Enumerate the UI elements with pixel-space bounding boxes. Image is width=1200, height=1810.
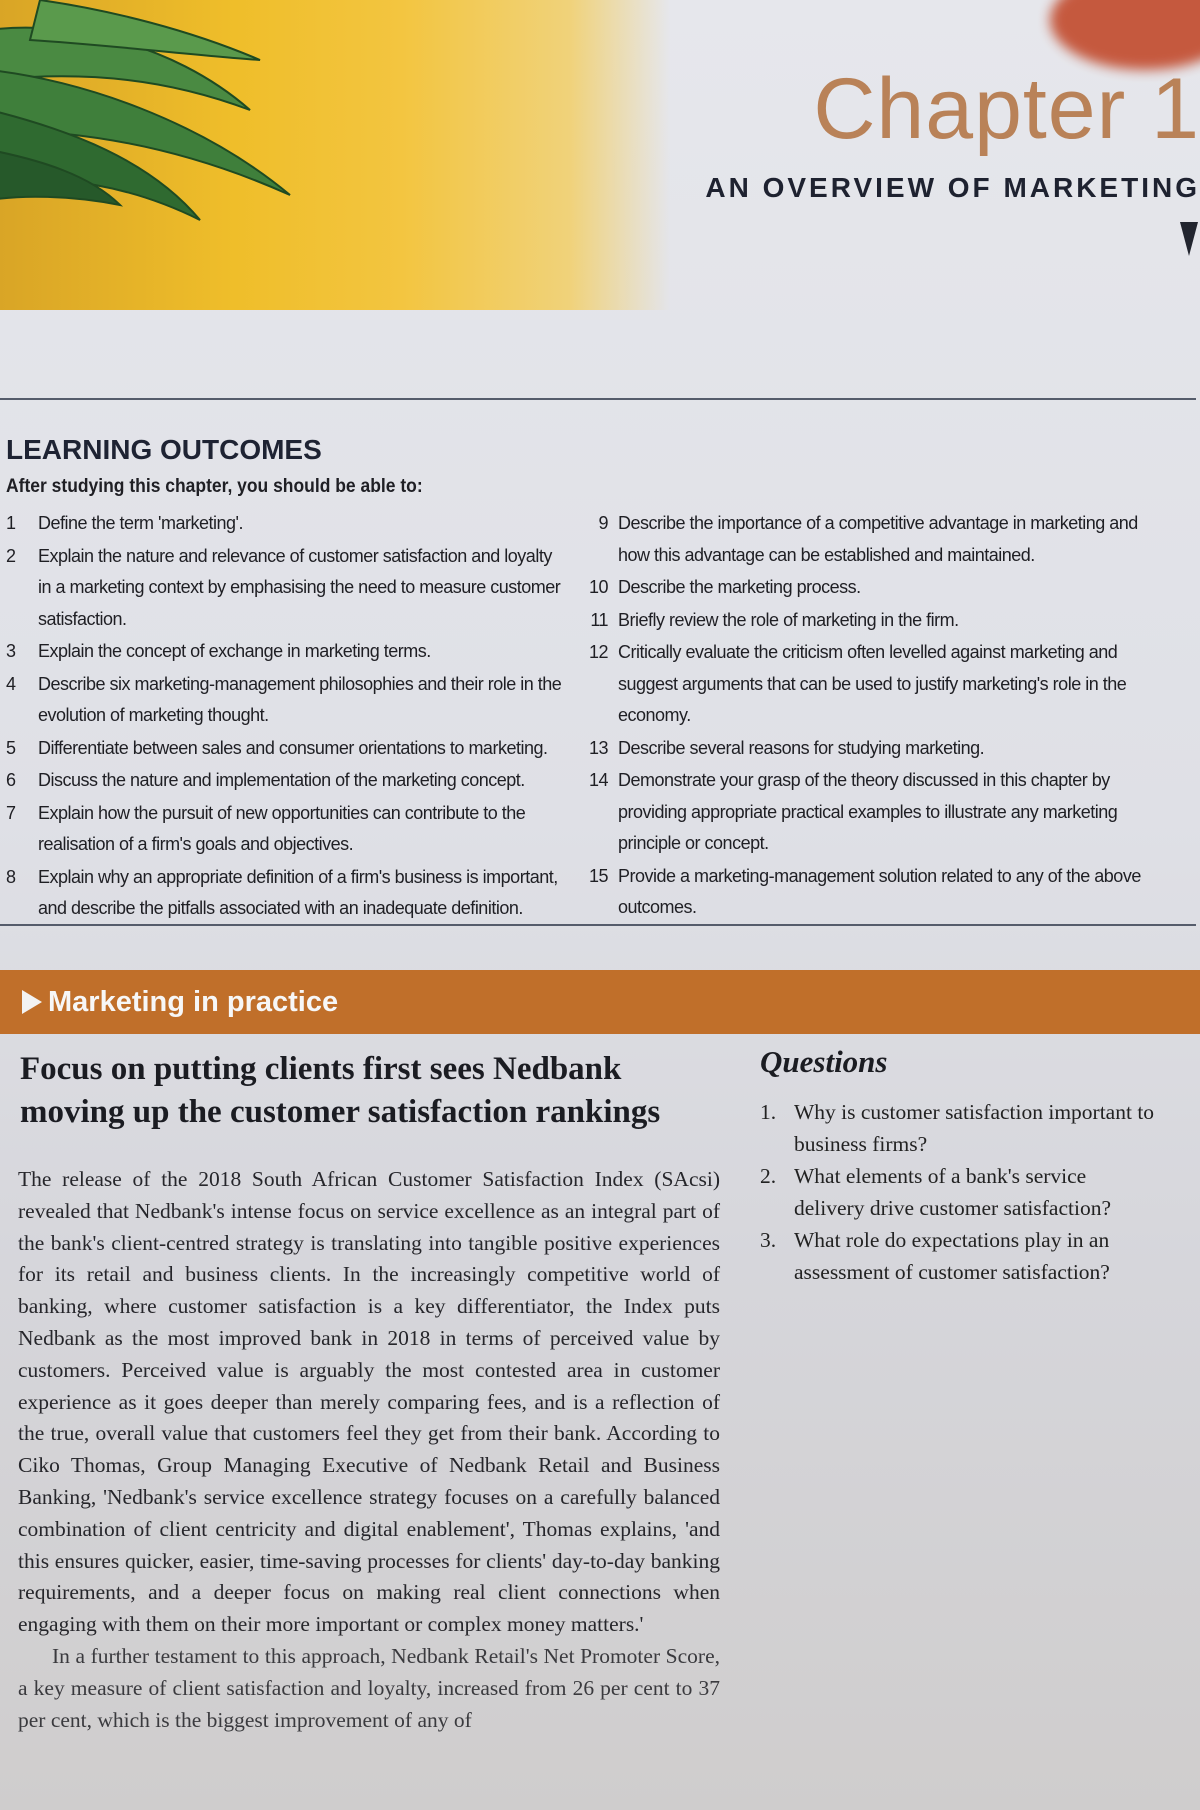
outcome-text: Differentiate between sales and consumer orientations to marketing. bbox=[38, 737, 548, 758]
learning-outcomes-intro: After studying this chapter, you should be able to: bbox=[6, 476, 423, 497]
article-body bbox=[18, 1164, 720, 1736]
outcome-item bbox=[588, 733, 1158, 765]
outcome-text: Discuss the nature and implementation of the marketing concept. bbox=[38, 770, 525, 790]
outcome-item bbox=[588, 861, 1158, 924]
outcome-number: 10 bbox=[588, 577, 608, 597]
outcome-item bbox=[6, 733, 566, 765]
learning-outcomes-right-list bbox=[588, 508, 1158, 925]
outcome-text: Explain the nature and relevance of customer satisfaction and loyalty in a marketing context by emphasising the need to measure customer satisfaction. bbox=[38, 545, 561, 629]
article-paragraph: In a further testament to this approach, Nedbank Retail's Net Promoter Score, a key measure of client satisfaction and loyalty, increased from 26 per cent to 37 per cent, which is the biggest improvement of any of bbox=[18, 1643, 720, 1732]
question-item bbox=[760, 1224, 1160, 1288]
outcome-text: Describe the marketing process. bbox=[618, 577, 861, 597]
article-title: Focus on putting clients first sees Nedbank moving up the customer satisfaction rankings bbox=[20, 1051, 661, 1130]
play-arrow-icon bbox=[22, 990, 42, 1014]
question-number: 1. bbox=[760, 1100, 777, 1124]
outcome-item bbox=[6, 862, 566, 925]
outcome-number: 11 bbox=[590, 609, 608, 630]
outcome-text: Describe the importance of a competitive advantage in marketing and how this advantage can be established and maintained. bbox=[618, 513, 1138, 565]
article-paragraph: The release of the 2018 South African Customer Satisfaction Index (SAcsi) revealed that Nedbank's intense focus on service excellence as an integral part of the bank's client-centred strategy is translating into tangible positive experiences for its retail and business clients. In the increasingly competitive world of banking, where customer satisfaction is a key differentiator, the Index puts Nedbank as the most improved bank in 2018 in terms of perceived value by customers. Perceived value is arguably the most contested area in customer experience as it goes deeper than merely comparing fees, and is a reflection of the true, overall value that customers feel they get from their bank. According to Ciko Thomas, Group Managing Executive of Nedbank Retail and Business Banking, 'Nedbank's service excellence strategy focuses on a carefully balanced combination of client centricity and digital enablement', Thomas explains, 'and this ensures quicker, easier, time-saving processes for clients' day-to-day banking requirements, and a deeper focus on making real client connections when engaging with them on their more important or complex money matters.' bbox=[18, 1167, 720, 1637]
divider-top bbox=[0, 398, 1196, 400]
outcome-item bbox=[588, 572, 1158, 604]
chapter-title: Chapter 1 bbox=[813, 61, 1200, 157]
outcome-number: 1 bbox=[6, 513, 16, 533]
outcome-number: 6 bbox=[6, 770, 16, 790]
questions-heading: Questions bbox=[760, 1044, 888, 1079]
outcome-number: 2 bbox=[6, 545, 16, 566]
outcome-item bbox=[598, 508, 1158, 571]
outcome-item bbox=[6, 508, 566, 540]
question-number: 3. bbox=[760, 1228, 777, 1252]
outcome-text: Demonstrate your grasp of the theory discussed in this chapter by providing appropriate practical examples to illustrate any marketing principle or concept. bbox=[618, 770, 1118, 853]
marketing-in-practice-bar bbox=[0, 970, 1200, 1034]
divider-bottom bbox=[0, 924, 1196, 926]
outcome-number: 5 bbox=[6, 737, 16, 758]
marketing-in-practice-label: Marketing in practice bbox=[48, 985, 339, 1018]
chapter-marker-icon bbox=[1180, 222, 1198, 256]
outcome-text: Define the term 'marketing'. bbox=[38, 513, 243, 533]
question-text: What elements of a bank's service delivery drive customer satisfaction? bbox=[794, 1164, 1112, 1220]
outcome-text: Briefly review the role of marketing in the firm. bbox=[618, 609, 959, 630]
outcome-item bbox=[6, 765, 566, 797]
outcome-item bbox=[6, 669, 566, 732]
outcome-item bbox=[6, 798, 566, 861]
outcome-number: 12 bbox=[588, 642, 608, 662]
outcome-text: Explain the concept of exchange in marketing terms. bbox=[38, 641, 431, 661]
question-text: Why is customer satisfaction important to business firms? bbox=[794, 1100, 1155, 1156]
outcome-number: 14 bbox=[588, 770, 608, 790]
outcome-number: 13 bbox=[588, 737, 608, 758]
question-item bbox=[760, 1096, 1160, 1160]
outcome-item bbox=[588, 637, 1158, 732]
outcome-item bbox=[6, 541, 566, 636]
question-number: 2. bbox=[760, 1164, 777, 1188]
outcome-item bbox=[590, 605, 1158, 637]
pineapple-leaves-image bbox=[0, 0, 320, 230]
questions-list bbox=[760, 1096, 1160, 1288]
outcome-number: 4 bbox=[6, 673, 16, 694]
learning-outcomes-heading: LEARNING OUTCOMES bbox=[6, 434, 322, 465]
outcome-text: Provide a marketing-management solution related to any of the above outcomes. bbox=[618, 865, 1141, 917]
outcome-text: Explain how the pursuit of new opportunities can contribute to the realisation of a firm's goals and objectives. bbox=[38, 802, 526, 854]
outcome-text: Explain why an appropriate definition of a firm's business is important, and describe the pitfalls associated with an inadequate definition. bbox=[38, 866, 558, 918]
outcome-number: 3 bbox=[6, 641, 16, 661]
outcome-item bbox=[6, 636, 566, 668]
outcome-text: Describe several reasons for studying marketing. bbox=[618, 737, 985, 758]
outcome-text: Critically evaluate the criticism often levelled against marketing and suggest arguments that can be used to justify marketing's role in the economy. bbox=[618, 642, 1127, 725]
pineapple-header-image bbox=[0, 0, 670, 310]
chapter-subtitle: AN OVERVIEW OF MARKETING bbox=[705, 172, 1200, 203]
outcome-number: 8 bbox=[6, 866, 16, 887]
outcome-number: 7 bbox=[6, 802, 16, 823]
outcome-item bbox=[588, 765, 1158, 860]
learning-outcomes-left-list bbox=[6, 508, 566, 926]
question-item bbox=[760, 1160, 1160, 1224]
outcome-number: 9 bbox=[598, 513, 608, 533]
outcome-text: Describe six marketing-management philosophies and their role in the evolution of marketing thought. bbox=[38, 673, 562, 725]
outcome-number: 15 bbox=[588, 865, 608, 886]
question-text: What role do expectations play in an assessment of customer satisfaction? bbox=[794, 1228, 1110, 1284]
